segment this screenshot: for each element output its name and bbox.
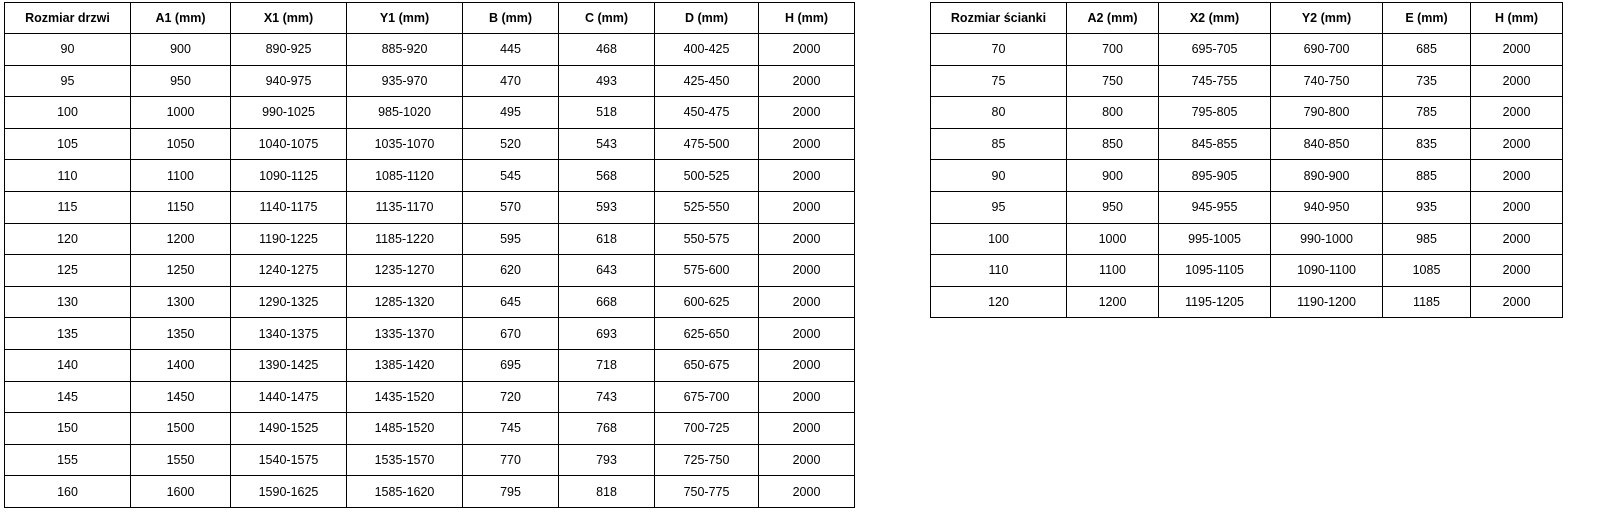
table-row (5, 34, 855, 66)
table-cell: 95 (5, 65, 131, 97)
table-cell: 1585-1620 (347, 476, 463, 508)
table-cell: 700 (1067, 34, 1159, 66)
table-cell: 1090-1100 (1271, 255, 1383, 287)
table-cell: 1385-1420 (347, 349, 463, 381)
doors-table-head (5, 3, 855, 34)
table-cell: 1135-1170 (347, 191, 463, 223)
doors-column-header: Rozmiar drzwi (5, 3, 131, 34)
table-row (5, 191, 855, 223)
table-cell: 2000 (759, 476, 855, 508)
doors-column-header: A1 (mm) (131, 3, 231, 34)
table-cell: 125 (5, 255, 131, 287)
table-cell: 1235-1270 (347, 255, 463, 287)
table-cell: 1440-1475 (231, 381, 347, 413)
doors-dimensions-table (4, 2, 855, 508)
table-cell: 1490-1525 (231, 413, 347, 445)
table-cell: 130 (5, 286, 131, 318)
table-cell: 2000 (1471, 34, 1563, 66)
table-cell: 1535-1570 (347, 444, 463, 476)
table-cell: 650-675 (655, 349, 759, 381)
table-cell: 2000 (759, 444, 855, 476)
table-cell: 1190-1225 (231, 223, 347, 255)
walls-table-container (930, 2, 1563, 318)
table-cell: 493 (559, 65, 655, 97)
table-cell: 520 (463, 128, 559, 160)
table-cell: 1100 (1067, 255, 1159, 287)
table-cell: 1200 (1067, 286, 1159, 318)
table-cell: 1540-1575 (231, 444, 347, 476)
table-row (931, 97, 1563, 129)
table-cell: 445 (463, 34, 559, 66)
table-cell: 140 (5, 349, 131, 381)
table-cell: 990-1000 (1271, 223, 1383, 255)
table-cell: 575-600 (655, 255, 759, 287)
table-cell: 1290-1325 (231, 286, 347, 318)
table-cell: 2000 (1471, 255, 1563, 287)
table-cell: 725-750 (655, 444, 759, 476)
table-cell: 643 (559, 255, 655, 287)
table-cell: 2000 (759, 223, 855, 255)
table-cell: 1435-1520 (347, 381, 463, 413)
table-cell: 1185-1220 (347, 223, 463, 255)
table-cell: 1140-1175 (231, 191, 347, 223)
table-cell: 2000 (759, 318, 855, 350)
table-cell: 1340-1375 (231, 318, 347, 350)
table-cell: 2000 (759, 65, 855, 97)
table-cell: 80 (931, 97, 1067, 129)
table-cell: 2000 (759, 349, 855, 381)
doors-column-header: X1 (mm) (231, 3, 347, 34)
table-cell: 1600 (131, 476, 231, 508)
table-row (931, 286, 1563, 318)
table-row (5, 128, 855, 160)
table-row (931, 160, 1563, 192)
table-cell: 1485-1520 (347, 413, 463, 445)
table-row (5, 65, 855, 97)
table-cell: 1335-1370 (347, 318, 463, 350)
table-cell: 1000 (1067, 223, 1159, 255)
table-cell: 750 (1067, 65, 1159, 97)
table-cell: 570 (463, 191, 559, 223)
table-cell: 695-705 (1159, 34, 1271, 66)
table-cell: 1350 (131, 318, 231, 350)
doors-table-body (5, 34, 855, 508)
table-cell: 620 (463, 255, 559, 287)
table-cell: 2000 (1471, 286, 1563, 318)
walls-table-body (931, 34, 1563, 318)
table-cell: 1250 (131, 255, 231, 287)
doors-column-header: B (mm) (463, 3, 559, 34)
doors-column-header: Y1 (mm) (347, 3, 463, 34)
table-cell: 400-425 (655, 34, 759, 66)
table-row (931, 34, 1563, 66)
table-cell: 160 (5, 476, 131, 508)
table-cell: 1085 (1383, 255, 1471, 287)
table-cell: 135 (5, 318, 131, 350)
table-row (931, 255, 1563, 287)
table-cell: 735 (1383, 65, 1471, 97)
walls-dimensions-table (930, 2, 1563, 318)
table-cell: 1200 (131, 223, 231, 255)
table-row (5, 444, 855, 476)
table-cell: 670 (463, 318, 559, 350)
table-header-row (5, 3, 855, 34)
walls-column-header: H (mm) (1471, 3, 1563, 34)
walls-column-header: E (mm) (1383, 3, 1471, 34)
table-cell: 625-650 (655, 318, 759, 350)
table-cell: 2000 (1471, 97, 1563, 129)
table-cell: 568 (559, 160, 655, 192)
table-cell: 543 (559, 128, 655, 160)
doors-column-header: H (mm) (759, 3, 855, 34)
table-cell: 750-775 (655, 476, 759, 508)
table-cell: 685 (1383, 34, 1471, 66)
table-cell: 1035-1070 (347, 128, 463, 160)
table-cell: 2000 (1471, 191, 1563, 223)
table-cell: 75 (931, 65, 1067, 97)
table-cell: 985-1020 (347, 97, 463, 129)
table-cell: 818 (559, 476, 655, 508)
table-cell: 150 (5, 413, 131, 445)
table-cell: 110 (931, 255, 1067, 287)
table-cell: 450-475 (655, 97, 759, 129)
table-cell: 2000 (1471, 160, 1563, 192)
table-cell: 600-625 (655, 286, 759, 318)
table-cell: 1050 (131, 128, 231, 160)
table-row (5, 381, 855, 413)
table-cell: 950 (1067, 191, 1159, 223)
table-cell: 940-950 (1271, 191, 1383, 223)
table-cell: 695 (463, 349, 559, 381)
table-cell: 945-955 (1159, 191, 1271, 223)
walls-column-header: A2 (mm) (1067, 3, 1159, 34)
walls-table-head (931, 3, 1563, 34)
table-cell: 495 (463, 97, 559, 129)
table-cell: 1085-1120 (347, 160, 463, 192)
table-cell: 950 (131, 65, 231, 97)
table-row (5, 97, 855, 129)
table-cell: 2000 (759, 191, 855, 223)
table-cell: 95 (931, 191, 1067, 223)
table-row (931, 223, 1563, 255)
table-cell: 885 (1383, 160, 1471, 192)
table-cell: 840-850 (1271, 128, 1383, 160)
table-cell: 1100 (131, 160, 231, 192)
table-row (931, 191, 1563, 223)
table-cell: 668 (559, 286, 655, 318)
table-cell: 475-500 (655, 128, 759, 160)
table-cell: 700-725 (655, 413, 759, 445)
table-cell: 800 (1067, 97, 1159, 129)
table-cell: 718 (559, 349, 655, 381)
table-row (5, 349, 855, 381)
table-cell: 1450 (131, 381, 231, 413)
table-cell: 2000 (759, 413, 855, 445)
table-cell: 1040-1075 (231, 128, 347, 160)
table-cell: 1500 (131, 413, 231, 445)
table-row (5, 476, 855, 508)
table-cell: 1590-1625 (231, 476, 347, 508)
table-row (5, 255, 855, 287)
table-cell: 890-900 (1271, 160, 1383, 192)
table-cell: 1090-1125 (231, 160, 347, 192)
table-cell: 2000 (759, 381, 855, 413)
table-row (931, 65, 1563, 97)
table-cell: 795-805 (1159, 97, 1271, 129)
walls-column-header: Rozmiar ścianki (931, 3, 1067, 34)
table-cell: 70 (931, 34, 1067, 66)
table-cell: 525-550 (655, 191, 759, 223)
table-cell: 995-1005 (1159, 223, 1271, 255)
table-cell: 545 (463, 160, 559, 192)
table-cell: 720 (463, 381, 559, 413)
table-cell: 1195-1205 (1159, 286, 1271, 318)
table-cell: 145 (5, 381, 131, 413)
table-cell: 935-970 (347, 65, 463, 97)
table-cell: 425-450 (655, 65, 759, 97)
table-row (5, 223, 855, 255)
table-cell: 120 (5, 223, 131, 255)
table-cell: 90 (5, 34, 131, 66)
table-cell: 790-800 (1271, 97, 1383, 129)
table-cell: 2000 (759, 97, 855, 129)
table-cell: 693 (559, 318, 655, 350)
table-cell: 90 (931, 160, 1067, 192)
table-cell: 745-755 (1159, 65, 1271, 97)
table-header-row (931, 3, 1563, 34)
table-cell: 940-975 (231, 65, 347, 97)
table-cell: 595 (463, 223, 559, 255)
table-cell: 1185 (1383, 286, 1471, 318)
table-cell: 895-905 (1159, 160, 1271, 192)
table-cell: 675-700 (655, 381, 759, 413)
table-cell: 2000 (1471, 223, 1563, 255)
table-cell: 885-920 (347, 34, 463, 66)
walls-column-header: X2 (mm) (1159, 3, 1271, 34)
table-cell: 593 (559, 191, 655, 223)
table-cell: 110 (5, 160, 131, 192)
table-cell: 2000 (759, 286, 855, 318)
table-cell: 120 (931, 286, 1067, 318)
table-cell: 990-1025 (231, 97, 347, 129)
table-cell: 645 (463, 286, 559, 318)
table-cell: 2000 (1471, 65, 1563, 97)
table-cell: 935 (1383, 191, 1471, 223)
doors-table-container (4, 2, 855, 508)
table-cell: 850 (1067, 128, 1159, 160)
table-cell: 500-525 (655, 160, 759, 192)
table-cell: 1300 (131, 286, 231, 318)
table-cell: 115 (5, 191, 131, 223)
table-cell: 100 (5, 97, 131, 129)
table-cell: 985 (1383, 223, 1471, 255)
table-cell: 743 (559, 381, 655, 413)
table-cell: 1400 (131, 349, 231, 381)
table-cell: 745 (463, 413, 559, 445)
doors-column-header: D (mm) (655, 3, 759, 34)
table-cell: 100 (931, 223, 1067, 255)
table-cell: 785 (1383, 97, 1471, 129)
table-row (5, 413, 855, 445)
table-cell: 845-855 (1159, 128, 1271, 160)
table-cell: 770 (463, 444, 559, 476)
table-cell: 740-750 (1271, 65, 1383, 97)
table-row (931, 128, 1563, 160)
table-cell: 890-925 (231, 34, 347, 66)
table-row (5, 160, 855, 192)
table-cell: 1240-1275 (231, 255, 347, 287)
table-cell: 2000 (759, 34, 855, 66)
table-cell: 618 (559, 223, 655, 255)
table-cell: 690-700 (1271, 34, 1383, 66)
table-cell: 2000 (1471, 128, 1563, 160)
table-cell: 2000 (759, 128, 855, 160)
table-cell: 795 (463, 476, 559, 508)
table-cell: 900 (1067, 160, 1159, 192)
table-row (5, 318, 855, 350)
table-cell: 1150 (131, 191, 231, 223)
table-cell: 155 (5, 444, 131, 476)
table-cell: 900 (131, 34, 231, 66)
table-cell: 1190-1200 (1271, 286, 1383, 318)
table-cell: 768 (559, 413, 655, 445)
table-cell: 835 (1383, 128, 1471, 160)
table-cell: 550-575 (655, 223, 759, 255)
table-cell: 105 (5, 128, 131, 160)
walls-column-header: Y2 (mm) (1271, 3, 1383, 34)
table-cell: 85 (931, 128, 1067, 160)
table-cell: 793 (559, 444, 655, 476)
table-cell: 1550 (131, 444, 231, 476)
doors-column-header: C (mm) (559, 3, 655, 34)
table-cell: 1000 (131, 97, 231, 129)
table-cell: 1390-1425 (231, 349, 347, 381)
table-cell: 1285-1320 (347, 286, 463, 318)
table-cell: 468 (559, 34, 655, 66)
table-cell: 2000 (759, 160, 855, 192)
table-cell: 518 (559, 97, 655, 129)
table-cell: 1095-1105 (1159, 255, 1271, 287)
table-cell: 2000 (759, 255, 855, 287)
table-cell: 470 (463, 65, 559, 97)
table-row (5, 286, 855, 318)
